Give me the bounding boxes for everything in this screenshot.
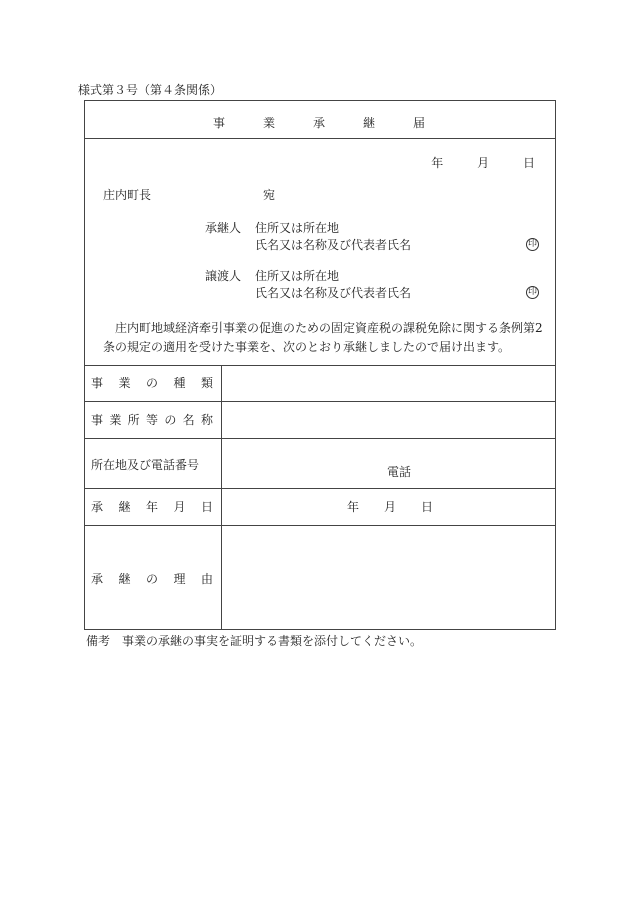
transferor-seal-mark: 印 [527,287,537,297]
form-frame [84,100,556,630]
transferor-address-label: 住所又は所在地 [255,269,340,283]
label-char: 由 [200,572,213,586]
office-name-label [85,414,221,426]
label-char: 承 [91,500,104,514]
succession-month-unit: 月 [384,500,397,514]
addressee-name: 庄内町長 [103,188,152,202]
title-char: 事 [212,116,227,130]
label-char: 等 [145,413,158,427]
title-char: 承 [312,116,327,130]
label-char: 類 [200,376,213,390]
remarks-note: 備考 事業の承継の事実を証明する書類を添付してください。 [86,634,423,648]
declaration-text: 庄内町地域経済牽引事業の促進のための固定資産税の課税免除に関する条例第2条の規定の適用を受けた事業を、次のとおり承継しましたので届け出ます。 [103,321,543,354]
label-char: 継 [118,500,131,514]
label-char: 種 [173,376,186,390]
succession-date-label [85,501,221,513]
form-title [85,117,555,129]
label-char: 継 [118,572,131,586]
date-day-unit: 日 [522,156,535,170]
title-char: 届 [413,116,428,130]
addressee-suffix: 宛 [263,188,276,202]
title-char: 継 [363,116,378,130]
submission-date [411,157,535,169]
label-char: 名 [182,413,195,427]
succession-day-unit: 日 [421,500,434,514]
label-char: 日 [200,500,213,514]
label-char: 称 [200,413,213,427]
title-char: 業 [262,116,277,130]
label-char: 所 [127,413,140,427]
successor-role: 承継人 [205,221,242,235]
successor-address-label: 住所又は所在地 [255,221,340,235]
label-char: 理 [173,572,186,586]
transferor-name-label: 氏名又は名称及び代表者氏名 [255,286,412,300]
label-char: の [145,572,158,586]
successor-seal-mark: 印 [527,239,537,249]
title-divider [85,138,555,139]
succession-reason-field[interactable] [222,526,555,629]
successor-name-label: 氏名又は名称及び代表者氏名 [255,238,412,252]
form-number: 様式第３号（第４条関係） [78,83,223,97]
date-year-unit: 年 [431,156,444,170]
location-field[interactable] [222,439,555,488]
label-char: 月 [173,500,186,514]
office-name-field[interactable] [222,402,555,438]
business-type-label [85,377,221,389]
succession-year-unit: 年 [347,500,360,514]
phone-label: 電話 [387,465,412,479]
label-char: 事 [91,413,104,427]
label-char: 年 [145,500,158,514]
business-type-field[interactable] [222,366,555,401]
transferor-role: 譲渡人 [205,269,242,283]
location-phone-label: 所在地及び電話番号 [91,458,200,472]
label-char: 業 [109,413,122,427]
label-char: 事 [91,376,104,390]
succession-reason-label [85,573,221,585]
date-month-unit: 月 [477,156,490,170]
label-char: 承 [91,572,104,586]
label-char: 業 [118,376,131,390]
label-char: の [164,413,177,427]
label-char: の [145,376,158,390]
